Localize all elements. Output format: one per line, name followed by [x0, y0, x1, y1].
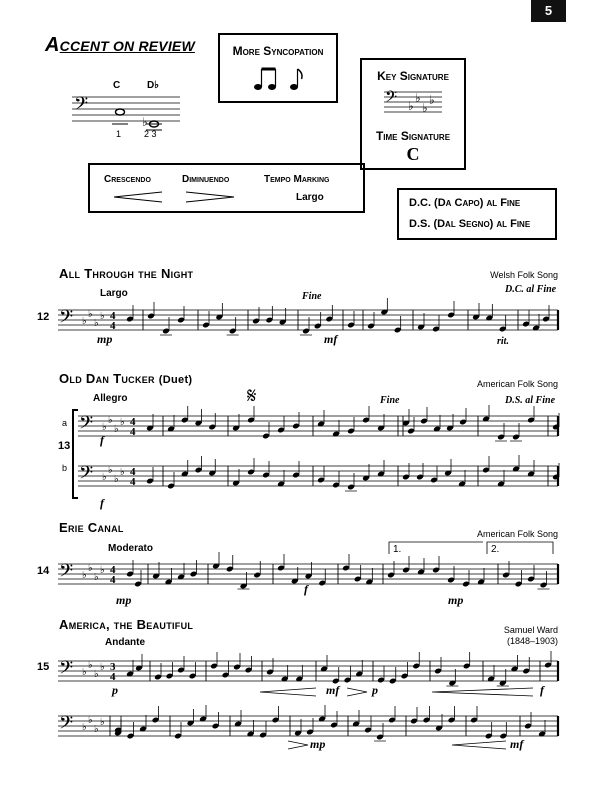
svg-text:♭: ♭	[100, 662, 105, 673]
part-a-label: a	[62, 418, 68, 428]
diminuendo-label: Diminuendo	[182, 174, 230, 185]
fine-mark-1: Fine	[302, 291, 322, 302]
dynamic-f-15: f	[540, 683, 544, 697]
staff-line-12	[58, 306, 558, 336]
key-signature-label: Key Signature	[377, 69, 449, 83]
svg-text:♭: ♭	[94, 572, 99, 583]
dynamic-mp-2: mp	[448, 593, 464, 607]
dynamic-p-2: p	[372, 683, 378, 697]
dynamic-mp-15: mp	[310, 737, 326, 751]
bass-clef-icon: 𝄢	[79, 463, 94, 488]
part-b-label: b	[62, 463, 68, 473]
more-syncopation-box	[218, 33, 338, 103]
bass-clef-icon: 𝄢	[59, 561, 74, 586]
diminuendo-hairpin-15	[345, 687, 369, 697]
svg-text:♭: ♭	[94, 669, 99, 680]
piece-title-old-dan-tucker-text: Old Dan Tucker	[59, 371, 155, 386]
line-number-13: 13	[58, 440, 71, 452]
piece-title-erie-canal: Erie Canal	[59, 520, 124, 535]
svg-text:♭: ♭	[100, 311, 105, 322]
svg-text:♭: ♭	[102, 422, 107, 433]
piece-title-old-dan-tucker	[59, 371, 192, 386]
dynamics-box	[88, 163, 365, 213]
svg-text:4: 4	[110, 564, 116, 576]
bass-clef-icon: 𝄢	[59, 307, 74, 332]
line-number-14: 14	[37, 565, 50, 577]
dynamic-mf-15: mf	[510, 737, 524, 751]
svg-text:♭: ♭	[408, 99, 414, 113]
svg-text:4: 4	[110, 574, 116, 586]
svg-text:♭: ♭	[94, 318, 99, 329]
note-name-c: C	[113, 80, 121, 91]
first-ending-label: 1.	[393, 544, 402, 555]
dynamic-f-part-b: f	[100, 496, 104, 510]
common-time-symbol: C	[406, 144, 420, 164]
svg-text:♭: ♭	[120, 417, 125, 428]
more-syncopation-label: More Syncopation	[232, 44, 324, 58]
staff-line-15a	[58, 657, 558, 687]
svg-text:♭: ♭	[82, 667, 87, 678]
dc-al-fine-mark: D.C. al Fine	[505, 284, 557, 295]
svg-text:♭: ♭	[114, 424, 119, 435]
diminuendo-hairpin-15c	[286, 740, 310, 750]
svg-text:4: 4	[110, 320, 116, 332]
tempo-allegro: Allegro	[93, 393, 128, 404]
crescendo-label: Crescendo	[104, 174, 151, 185]
piece-credit-4: Samuel Ward	[503, 625, 558, 635]
tempo-moderato: Moderato	[108, 543, 153, 554]
svg-text:4: 4	[130, 416, 136, 428]
dynamic-mf-1: mf	[326, 683, 340, 697]
piece-credit-3: American Folk Song	[476, 529, 558, 539]
key-time-signature-box	[360, 58, 466, 170]
svg-text:♭: ♭	[120, 467, 125, 478]
svg-text:♭: ♭	[100, 717, 105, 728]
duet-label: (Duet)	[158, 374, 193, 386]
page-number: 5	[531, 0, 566, 22]
dynamic-p-1: p	[112, 683, 118, 697]
svg-text:4: 4	[130, 476, 136, 488]
svg-text:4: 4	[110, 310, 116, 322]
crescendo-hairpin-15d	[450, 740, 508, 750]
svg-text:♭: ♭	[82, 722, 87, 733]
fine-mark-2: Fine	[380, 395, 400, 406]
svg-text:4: 4	[130, 426, 136, 438]
staff-line-13a	[78, 412, 558, 442]
bass-clef-icon: 𝄢	[79, 413, 94, 438]
svg-text:♭: ♭	[88, 563, 93, 574]
dynamic-mp: mp	[97, 332, 113, 346]
second-ending-label: 2.	[491, 544, 500, 555]
svg-text:♭: ♭	[142, 115, 148, 129]
svg-text:♭: ♭	[102, 472, 107, 483]
dynamic-mp-1: mp	[116, 593, 132, 607]
accent-on-review-title	[45, 34, 195, 57]
piece-credit-2: American Folk Song	[476, 379, 558, 389]
review-title-rest: CCENT ON REVIEW	[59, 38, 195, 54]
svg-text:4: 4	[110, 671, 116, 683]
svg-text:♭: ♭	[415, 91, 421, 105]
crescendo-hairpin-15	[258, 687, 318, 697]
bass-clef-icon: 𝄢	[59, 658, 74, 683]
staff-line-13b	[78, 462, 558, 492]
dynamic-f: f	[304, 582, 308, 596]
fingering-c: 1	[116, 129, 122, 139]
rit-mark: rit.	[497, 336, 509, 347]
key-signature-staff	[384, 90, 444, 118]
bass-clef-icon: 𝄢	[59, 713, 74, 738]
staff-line-15b	[58, 712, 558, 742]
volta-brackets	[387, 540, 557, 556]
review-staff	[72, 95, 182, 135]
tempo-andante: Andante	[105, 637, 145, 648]
svg-text:♭: ♭	[88, 309, 93, 320]
svg-text:♭: ♭	[88, 660, 93, 671]
svg-text:♭: ♭	[88, 715, 93, 726]
svg-text:♭: ♭	[94, 724, 99, 735]
piece-credit-4-dates: (1848–1903)	[506, 636, 558, 646]
note-name-dflat: D♭	[147, 80, 159, 91]
svg-text:♭: ♭	[429, 93, 435, 107]
staff-line-14	[58, 560, 558, 590]
ds-al-fine-label: D.S. (Dal Segno) al Fine	[409, 218, 531, 230]
crescendo-hairpin-15b	[430, 687, 535, 697]
svg-text:♭: ♭	[82, 570, 87, 581]
svg-text:𝄢: 𝄢	[385, 88, 398, 110]
crescendo-hairpin	[112, 191, 172, 203]
piece-title-all-through-the-night: All Through the Night	[59, 266, 194, 281]
dc-ds-box	[397, 188, 557, 240]
svg-text:3: 3	[110, 661, 116, 673]
ds-al-fine-mark: D.S. al Fine	[505, 395, 556, 406]
syncopation-rhythm	[254, 67, 314, 93]
time-signature-label: Time Signature	[375, 129, 451, 143]
piece-title-america-the-beautiful: America, the Beautiful	[59, 617, 194, 632]
piece-credit-1: Welsh Folk Song	[490, 270, 558, 280]
fingering-dflat: 2 3	[144, 129, 157, 139]
dynamic-f-part-a: f	[100, 433, 104, 447]
dc-al-fine-label: D.C. (Da Capo) al Fine	[409, 197, 521, 209]
svg-text:♭: ♭	[422, 101, 428, 115]
tempo-value: Largo	[296, 192, 324, 203]
diminuendo-hairpin	[184, 191, 244, 203]
svg-text:♭: ♭	[114, 474, 119, 485]
svg-text:4: 4	[130, 466, 136, 478]
review-initial: A	[45, 34, 60, 56]
svg-text:♭: ♭	[108, 465, 113, 476]
segno-sign: 𝄋	[247, 384, 257, 409]
tempo-largo: Largo	[100, 288, 128, 299]
svg-text:♭: ♭	[82, 316, 87, 327]
svg-text:♭: ♭	[108, 415, 113, 426]
dynamic-mf: mf	[324, 332, 338, 346]
line-number-12: 12	[37, 311, 50, 323]
line-number-15: 15	[37, 661, 50, 673]
tempo-marking-label: Tempo Marking	[264, 174, 330, 185]
svg-text:♭: ♭	[100, 565, 105, 576]
svg-text:𝄢: 𝄢	[74, 94, 89, 119]
